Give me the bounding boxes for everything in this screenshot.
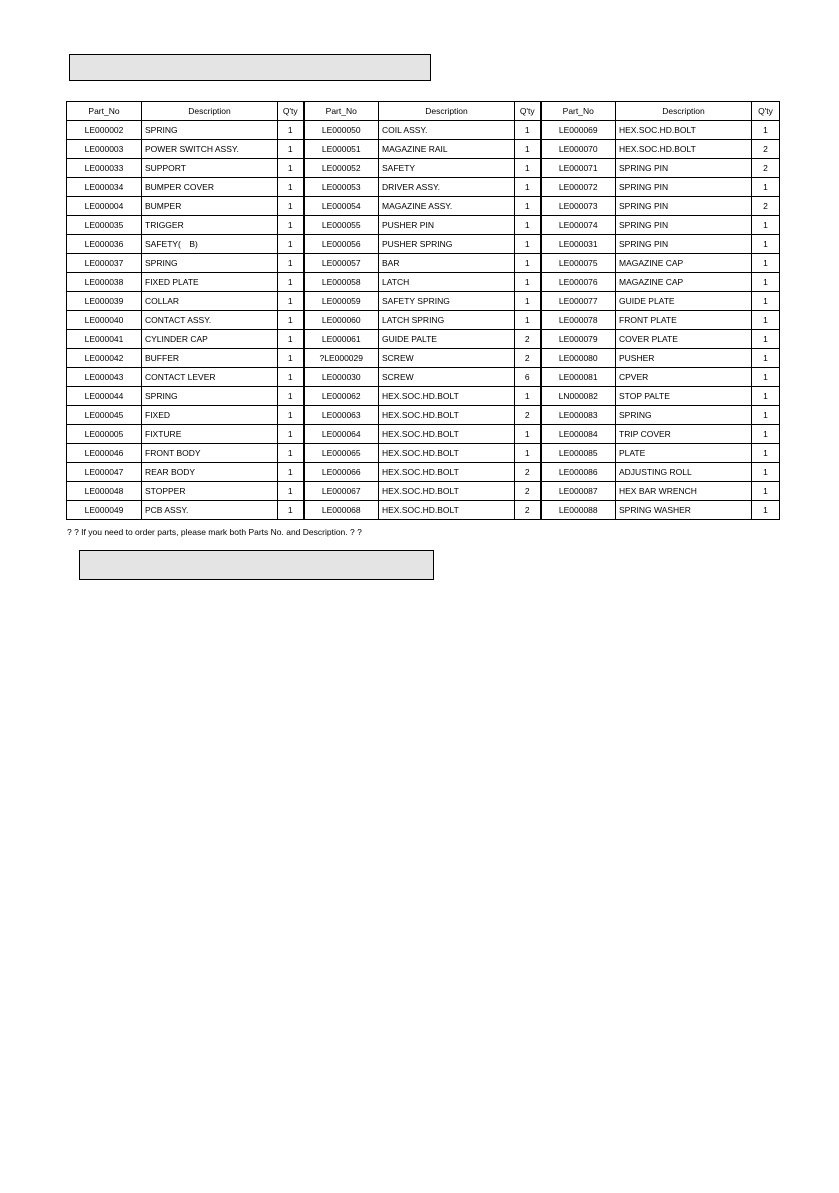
qty-cell: 2 (515, 349, 541, 368)
qty-cell: 1 (278, 330, 304, 349)
description-cell: FIXTURE (142, 425, 278, 444)
part-no-cell: LE000035 (67, 216, 142, 235)
table-row (67, 121, 780, 140)
description-cell: SCREW (379, 368, 515, 387)
description-cell: COLLAR (142, 292, 278, 311)
qty-cell: 1 (752, 368, 780, 387)
qty-cell: 1 (515, 159, 541, 178)
part-no-cell: LE000042 (67, 349, 142, 368)
description-cell: HEX.SOC.HD.BOLT (379, 406, 515, 425)
description-cell: POWER SWITCH ASSY. (142, 140, 278, 159)
parts-table-body (67, 121, 780, 520)
description-cell: PUSHER (616, 349, 752, 368)
description-cell: COVER PLATE (616, 330, 752, 349)
qty-cell: 1 (752, 235, 780, 254)
description-cell: PUSHER SPRING (379, 235, 515, 254)
description-cell: FRONT PLATE (616, 311, 752, 330)
table-row (67, 235, 780, 254)
table-row (67, 292, 780, 311)
part-no-cell: LE000068 (304, 501, 379, 520)
table-row (67, 311, 780, 330)
header-part-no: Part_No (541, 102, 616, 121)
qty-cell: 1 (515, 235, 541, 254)
description-cell: SUPPORT (142, 159, 278, 178)
part-no-cell: LE000070 (541, 140, 616, 159)
qty-cell: 1 (515, 311, 541, 330)
table-row (67, 178, 780, 197)
header-part-no: Part_No (304, 102, 379, 121)
description-cell: TRIP COVER (616, 425, 752, 444)
part-no-cell: LE000059 (304, 292, 379, 311)
part-no-cell: LE000046 (67, 444, 142, 463)
part-no-cell: LE000040 (67, 311, 142, 330)
table-row (67, 482, 780, 501)
description-cell: HEX.SOC.HD.BOLT (379, 463, 515, 482)
qty-cell: 1 (752, 121, 780, 140)
qty-cell: 1 (752, 482, 780, 501)
description-cell: HEX.SOC.HD.BOLT (379, 387, 515, 406)
qty-cell: 1 (278, 121, 304, 140)
table-row (67, 349, 780, 368)
qty-cell: 1 (515, 387, 541, 406)
part-no-cell: LE000043 (67, 368, 142, 387)
qty-cell: 1 (278, 216, 304, 235)
part-no-cell: LE000079 (541, 330, 616, 349)
header-part-no: Part_No (67, 102, 142, 121)
qty-cell: 1 (515, 121, 541, 140)
part-no-cell: LE000081 (541, 368, 616, 387)
part-no-cell: LE000064 (304, 425, 379, 444)
part-no-cell: LE000003 (67, 140, 142, 159)
table-row (67, 216, 780, 235)
qty-cell: 1 (278, 311, 304, 330)
description-cell: MAGAZINE CAP (616, 254, 752, 273)
qty-cell: 2 (515, 330, 541, 349)
qty-cell: 1 (515, 140, 541, 159)
description-cell: STOPPER (142, 482, 278, 501)
part-no-cell: LE000060 (304, 311, 379, 330)
qty-cell: 1 (752, 406, 780, 425)
description-cell: TRIGGER (142, 216, 278, 235)
part-no-cell: LE000066 (304, 463, 379, 482)
description-cell: CPVER (616, 368, 752, 387)
table-row (67, 273, 780, 292)
qty-cell: 2 (515, 482, 541, 501)
qty-cell: 1 (752, 349, 780, 368)
part-no-cell: LE000086 (541, 463, 616, 482)
qty-cell: 1 (752, 292, 780, 311)
qty-cell: 1 (515, 292, 541, 311)
qty-cell: 1 (278, 444, 304, 463)
qty-cell: 1 (752, 254, 780, 273)
table-row (67, 463, 780, 482)
part-no-cell: LE000047 (67, 463, 142, 482)
qty-cell: 1 (752, 330, 780, 349)
part-no-cell: LE000088 (541, 501, 616, 520)
description-cell: SPRING PIN (616, 235, 752, 254)
header-qty: Q'ty (752, 102, 780, 121)
description-cell: HEX.SOC.HD.BOLT (379, 425, 515, 444)
qty-cell: 1 (278, 501, 304, 520)
description-cell: HEX BAR WRENCH (616, 482, 752, 501)
description-cell: FIXED PLATE (142, 273, 278, 292)
qty-cell: 2 (515, 406, 541, 425)
part-no-cell: LE000074 (541, 216, 616, 235)
description-cell: BUMPER (142, 197, 278, 216)
part-no-cell: LE000075 (541, 254, 616, 273)
header-qty: Q'ty (515, 102, 541, 121)
description-cell: REAR BODY (142, 463, 278, 482)
description-cell: BUMPER COVER (142, 178, 278, 197)
description-cell: CONTACT LEVER (142, 368, 278, 387)
part-no-cell: ?LE000029 (304, 349, 379, 368)
qty-cell: 1 (752, 216, 780, 235)
part-no-cell: LE000002 (67, 121, 142, 140)
part-no-cell: LE000077 (541, 292, 616, 311)
part-no-cell: LE000036 (67, 235, 142, 254)
part-no-cell: LE000069 (541, 121, 616, 140)
table-row (67, 387, 780, 406)
table-row (67, 501, 780, 520)
qty-cell: 1 (515, 216, 541, 235)
description-cell: HEX.SOC.HD.BOLT (379, 501, 515, 520)
description-cell: PCB ASSY. (142, 501, 278, 520)
qty-cell: 1 (278, 178, 304, 197)
header-description: Description (379, 102, 515, 121)
description-cell: HEX.SOC.HD.BOLT (616, 140, 752, 159)
header-description: Description (616, 102, 752, 121)
qty-cell: 1 (752, 387, 780, 406)
part-no-cell: LE000044 (67, 387, 142, 406)
part-no-cell: LE000073 (541, 197, 616, 216)
qty-cell: 1 (278, 482, 304, 501)
qty-cell: 1 (278, 387, 304, 406)
header-qty: Q'ty (278, 102, 304, 121)
part-no-cell: LE000063 (304, 406, 379, 425)
part-no-cell: LE000076 (541, 273, 616, 292)
description-cell: PLATE (616, 444, 752, 463)
table-row (67, 197, 780, 216)
description-cell: CYLINDER CAP (142, 330, 278, 349)
description-cell: DRIVER ASSY. (379, 178, 515, 197)
qty-cell: 1 (752, 463, 780, 482)
qty-cell: 2 (515, 463, 541, 482)
qty-cell: 1 (278, 463, 304, 482)
description-cell: GUIDE PLATE (616, 292, 752, 311)
table-row (67, 254, 780, 273)
part-no-cell: LN000082 (541, 387, 616, 406)
table-row (67, 368, 780, 387)
description-cell: SPRING PIN (616, 197, 752, 216)
qty-cell: 2 (752, 140, 780, 159)
qty-cell: 1 (515, 273, 541, 292)
part-no-cell: LE000083 (541, 406, 616, 425)
description-cell: COIL ASSY. (379, 121, 515, 140)
qty-cell: 1 (752, 444, 780, 463)
description-cell: SPRING (616, 406, 752, 425)
order-note: ? ? If you need to order parts, please mark both Parts No. and Description. ? ? (67, 527, 362, 537)
table-row (67, 140, 780, 159)
part-no-cell: LE000056 (304, 235, 379, 254)
qty-cell: 1 (515, 178, 541, 197)
part-no-cell: LE000062 (304, 387, 379, 406)
description-cell: BAR (379, 254, 515, 273)
qty-cell: 1 (752, 178, 780, 197)
qty-cell: 1 (278, 235, 304, 254)
qty-cell: 1 (515, 444, 541, 463)
description-cell: STOP PALTE (616, 387, 752, 406)
part-no-cell: LE000050 (304, 121, 379, 140)
part-no-cell: LE000054 (304, 197, 379, 216)
description-cell: MAGAZINE CAP (616, 273, 752, 292)
part-no-cell: LE000031 (541, 235, 616, 254)
qty-cell: 1 (278, 368, 304, 387)
description-cell: LATCH SPRING (379, 311, 515, 330)
part-no-cell: LE000087 (541, 482, 616, 501)
part-no-cell: LE000078 (541, 311, 616, 330)
qty-cell: 1 (278, 273, 304, 292)
description-cell: SCREW (379, 349, 515, 368)
part-no-cell: LE000053 (304, 178, 379, 197)
description-cell: LATCH (379, 273, 515, 292)
part-no-cell: LE000004 (67, 197, 142, 216)
description-cell: PUSHER PIN (379, 216, 515, 235)
part-no-cell: LE000055 (304, 216, 379, 235)
qty-cell: 1 (278, 349, 304, 368)
description-cell: SPRING PIN (616, 178, 752, 197)
description-cell: GUIDE PALTE (379, 330, 515, 349)
part-no-cell: LE000033 (67, 159, 142, 178)
qty-cell: 1 (515, 254, 541, 273)
qty-cell: 1 (515, 425, 541, 444)
qty-cell: 1 (752, 273, 780, 292)
qty-cell: 1 (278, 159, 304, 178)
table-row (67, 330, 780, 349)
qty-cell: 1 (278, 425, 304, 444)
part-no-cell: LE000057 (304, 254, 379, 273)
qty-cell: 2 (752, 197, 780, 216)
table-row (67, 444, 780, 463)
description-cell: SPRING (142, 121, 278, 140)
part-no-cell: LE000080 (541, 349, 616, 368)
qty-cell: 1 (752, 425, 780, 444)
part-no-cell: LE000045 (67, 406, 142, 425)
qty-cell: 1 (278, 292, 304, 311)
description-cell: FIXED (142, 406, 278, 425)
part-no-cell: LE000034 (67, 178, 142, 197)
qty-cell: 6 (515, 368, 541, 387)
part-no-cell: LE000037 (67, 254, 142, 273)
qty-cell: 1 (278, 197, 304, 216)
part-no-cell: LE000067 (304, 482, 379, 501)
description-cell: FRONT BODY (142, 444, 278, 463)
description-cell: MAGAZINE ASSY. (379, 197, 515, 216)
description-cell: SPRING (142, 254, 278, 273)
header-description: Description (142, 102, 278, 121)
part-no-cell: LE000061 (304, 330, 379, 349)
part-no-cell: LE000005 (67, 425, 142, 444)
qty-cell: 2 (752, 159, 780, 178)
table-row (67, 425, 780, 444)
table-row (67, 406, 780, 425)
parts-table (66, 101, 780, 520)
description-cell: SAFETY (379, 159, 515, 178)
description-cell: SAFETY( B) (142, 235, 278, 254)
section-title-box-top (69, 54, 431, 81)
description-cell: BUFFER (142, 349, 278, 368)
description-cell: CONTACT ASSY. (142, 311, 278, 330)
description-cell: SAFETY SPRING (379, 292, 515, 311)
part-no-cell: LE000049 (67, 501, 142, 520)
qty-cell: 1 (515, 197, 541, 216)
part-no-cell: LE000041 (67, 330, 142, 349)
qty-cell: 2 (515, 501, 541, 520)
description-cell: SPRING PIN (616, 159, 752, 178)
qty-cell: 1 (278, 140, 304, 159)
qty-cell: 1 (752, 501, 780, 520)
part-no-cell: LE000085 (541, 444, 616, 463)
table-row (67, 159, 780, 178)
description-cell: SPRING (142, 387, 278, 406)
part-no-cell: LE000039 (67, 292, 142, 311)
description-cell: ADJUSTING ROLL (616, 463, 752, 482)
description-cell: HEX.SOC.HD.BOLT (616, 121, 752, 140)
table-header-row (67, 102, 780, 121)
part-no-cell: LE000071 (541, 159, 616, 178)
part-no-cell: LE000038 (67, 273, 142, 292)
qty-cell: 1 (278, 254, 304, 273)
part-no-cell: LE000084 (541, 425, 616, 444)
part-no-cell: LE000065 (304, 444, 379, 463)
description-cell: MAGAZINE RAIL (379, 140, 515, 159)
description-cell: HEX.SOC.HD.BOLT (379, 482, 515, 501)
part-no-cell: LE000058 (304, 273, 379, 292)
qty-cell: 1 (278, 406, 304, 425)
section-title-box-bottom (79, 550, 434, 580)
part-no-cell: LE000072 (541, 178, 616, 197)
qty-cell: 1 (752, 311, 780, 330)
description-cell: HEX.SOC.HD.BOLT (379, 444, 515, 463)
part-no-cell: LE000052 (304, 159, 379, 178)
description-cell: SPRING WASHER (616, 501, 752, 520)
part-no-cell: LE000030 (304, 368, 379, 387)
part-no-cell: LE000048 (67, 482, 142, 501)
description-cell: SPRING PIN (616, 216, 752, 235)
part-no-cell: LE000051 (304, 140, 379, 159)
